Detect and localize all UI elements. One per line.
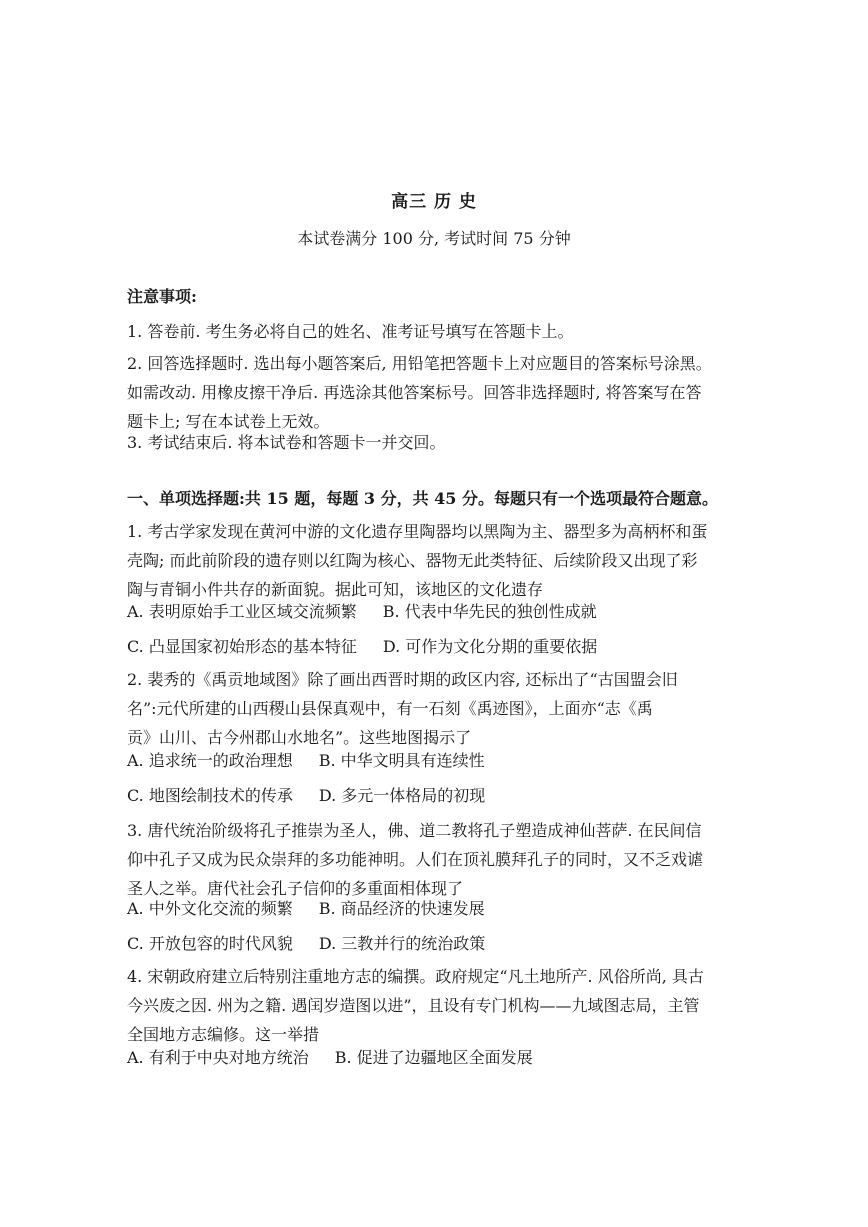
notice-item-2-line: 如需改动. 用橡皮擦干净后. 再选涂其他答案标号。回答非选择题时, 将答案写在答 — [127, 383, 702, 402]
exam-subtitle: 本试卷满分 100 分, 考试时间 75 分钟 — [297, 229, 571, 248]
question-stem-line: 今兴废之因. 州为之籍. 遇闰岁造图以进”，且设有专门机构——九域图志局，主管 — [127, 996, 700, 1015]
option-a[interactable]: A. 中外文化交流的频繁 — [127, 899, 293, 918]
question-3-stem — [127, 816, 742, 903]
question-stem-line: 1. 考古学家发现在黄河中游的文化遗存里陶器均以黑陶为主、器型多为高柄杯和蛋 — [127, 522, 708, 541]
question-1-options-row-1 — [127, 597, 742, 626]
question-4-stem — [127, 962, 742, 1049]
question-3-options-row-1 — [127, 894, 742, 923]
question-stem-line: 名”:元代所建的山西稷山县保真观中，有一石刻《禹迹图》，上面亦“志《禹 — [127, 699, 653, 718]
question-stem-line: 2. 裴秀的《禹贡地域图》除了画出西晋时期的政区内容, 还标出了“古国盟会旧 — [127, 670, 678, 689]
option-b[interactable]: B. 商品经济的快速发展 — [318, 899, 485, 918]
question-stem-line: 4. 宋朝政府建立后特别注重地方志的编撰。政府规定“凡土地所产. 风俗所尚, 具古 — [127, 967, 704, 986]
notice-item-3: 3. 考试结束后. 将本试卷和答题卡一并交回。 — [127, 433, 446, 452]
question-3-options-row-2 — [127, 929, 742, 958]
question-2-stem — [127, 665, 742, 752]
question-4-options-row-1 — [127, 1043, 742, 1072]
option-d[interactable]: D. 三教并行的统治政策 — [318, 934, 486, 953]
question-stem-line: 3. 唐代统治阶级将孔子推崇为圣人，佛、道二教将孔子塑造成神仙菩萨. 在民间信 — [127, 821, 702, 840]
notice-item-2 — [127, 349, 742, 436]
option-b[interactable]: B. 代表中华先民的独创性成就 — [382, 602, 597, 621]
question-1-options-row-2 — [127, 632, 742, 661]
option-b[interactable]: B. 促进了边疆地区全面发展 — [334, 1048, 533, 1067]
option-c[interactable]: C. 地图绘制技术的传承 — [127, 786, 293, 805]
question-1-stem — [127, 517, 742, 604]
notice-item-2-line: 2. 回答选择题时. 选出每小题答案后, 用铅笔把答题卡上对应题目的答案标号涂黑。 — [127, 354, 712, 373]
notice-item-2-line: 题卡上; 写在本试卷上无效。 — [127, 412, 330, 431]
option-b[interactable]: B. 中华文明具有连续性 — [318, 751, 485, 770]
question-stem-line: 陶与青铜小件共存的新面貌。据此可知，该地区的文化遗存 — [127, 580, 544, 599]
option-a[interactable]: A. 追求统一的政治理想 — [127, 751, 293, 770]
option-a[interactable]: A. 表明原始手工业区域交流频繁 — [127, 602, 357, 621]
question-stem-line: 贡》山川、古今州郡山水地名”。这些地图揭示了 — [127, 728, 472, 747]
question-2-options-row-2 — [127, 781, 742, 810]
question-stem-line: 圣人之举。唐代社会孔子信仰的多重面相体现了 — [127, 879, 464, 898]
notice-heading: 注意事项: — [127, 287, 197, 306]
question-stem-line: 壳陶; 而此前阶段的遗存则以红陶为核心、器物无此类特征、后续阶段又出现了彩 — [127, 551, 698, 570]
question-stem-line: 仰中孔子又成为民众崇拜的多功能神明。人们在顶礼膜拜孔子的同时，又不乏戏谑 — [127, 850, 704, 869]
option-d[interactable]: D. 可作为文化分期的重要依据 — [382, 637, 598, 656]
question-2-options-row-1 — [127, 746, 742, 775]
section-heading: 一、单项选择题:共 15 题，每题 3 分，共 45 分。每题只有一个选项最符合题意。 — [127, 489, 718, 508]
option-d[interactable]: D. 多元一体格局的初现 — [318, 786, 486, 805]
option-c[interactable]: C. 凸显国家初始形态的基本特征 — [127, 637, 357, 656]
notice-item-1: 1. 答卷前. 考生务必将自己的姓名、准考证号填写在答题卡上。 — [127, 322, 574, 341]
option-a[interactable]: A. 有利于中央对地方统治 — [127, 1048, 309, 1067]
exam-title: 高三 历 史 — [391, 192, 477, 212]
option-c[interactable]: C. 开放包容的时代风貌 — [127, 934, 293, 953]
question-stem-line: 全国地方志编修。这一举措 — [127, 1025, 320, 1044]
